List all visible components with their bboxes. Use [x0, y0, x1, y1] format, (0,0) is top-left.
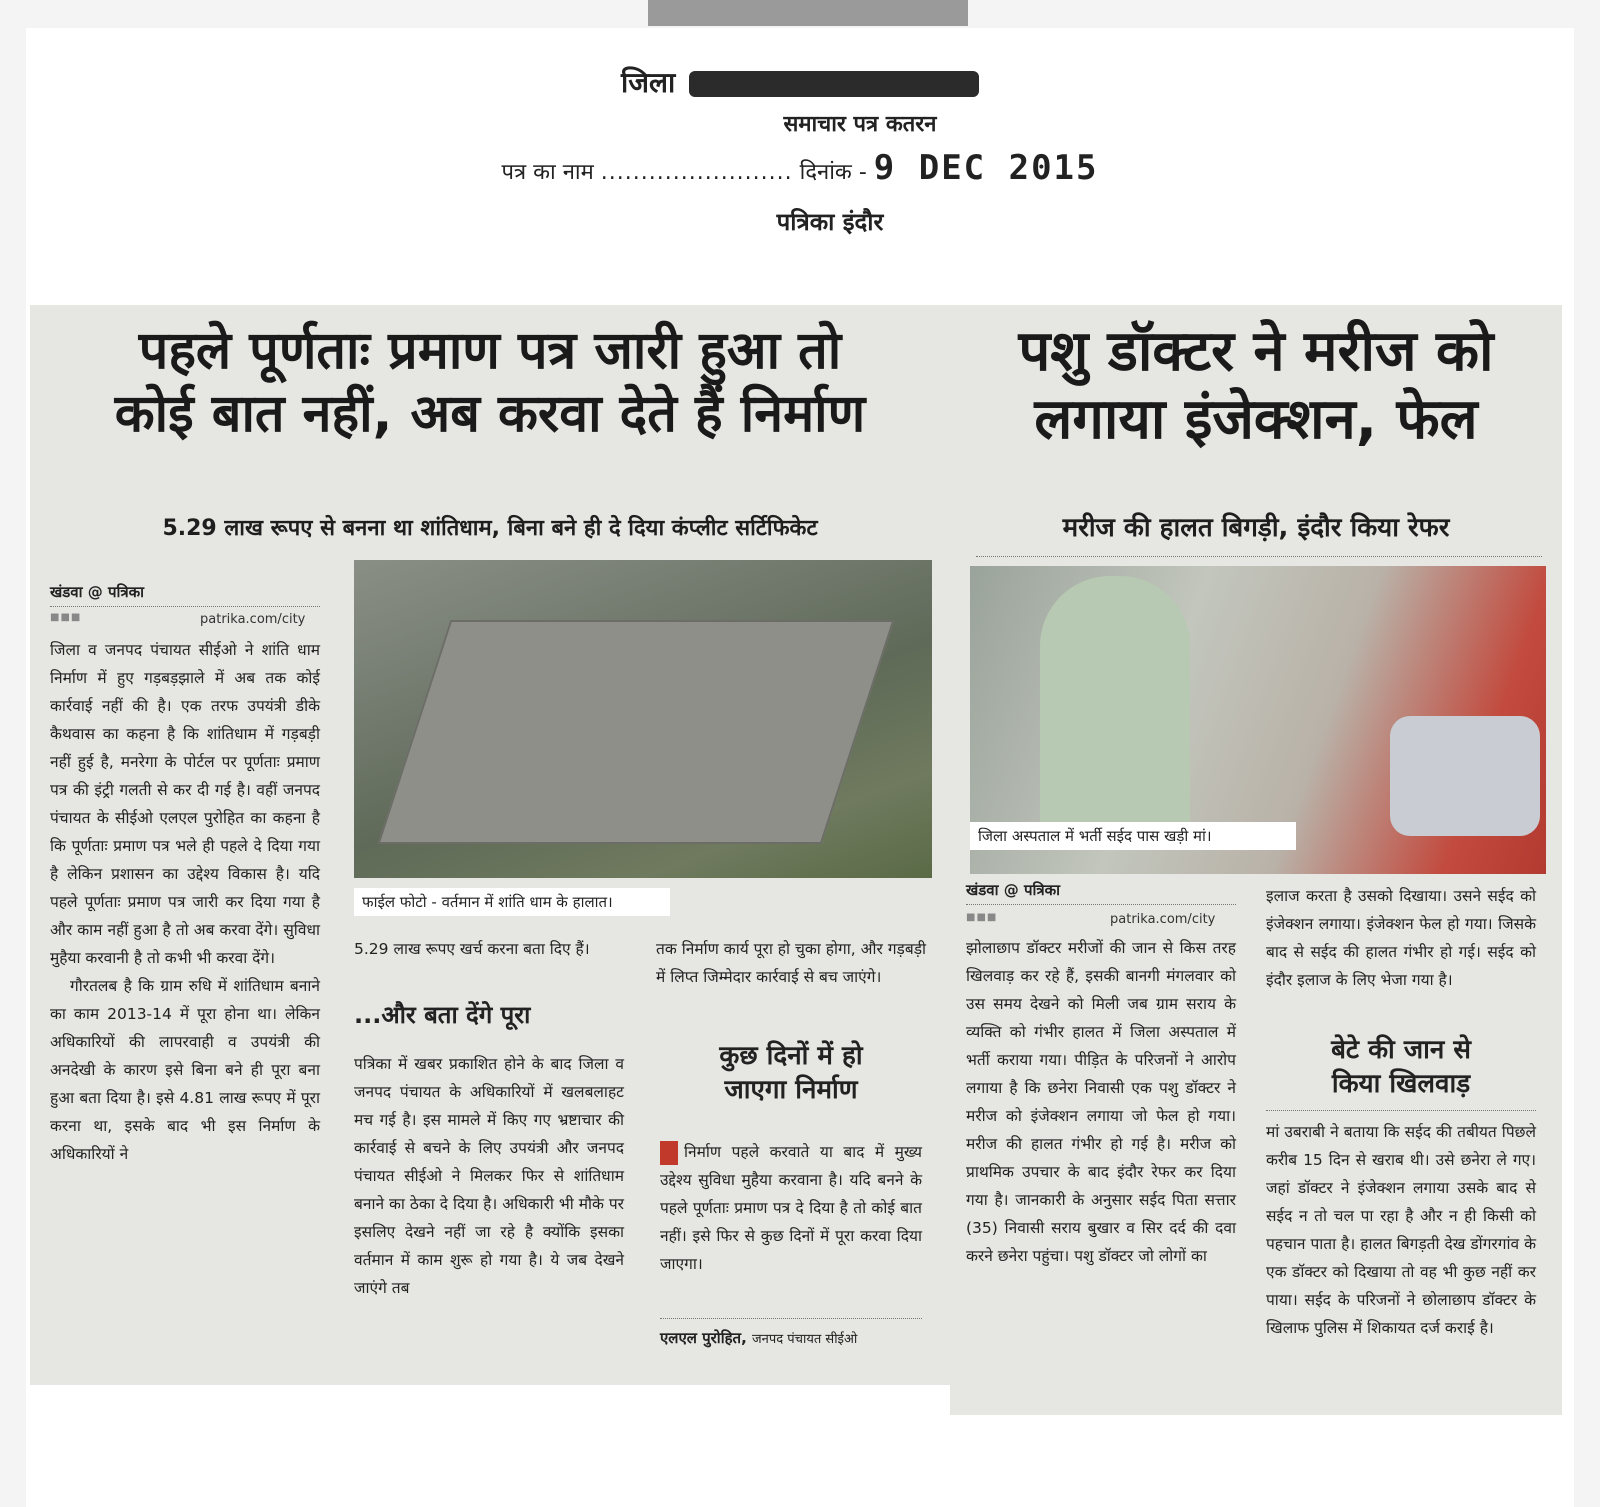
- right-website: patrika.com/city: [1110, 912, 1216, 927]
- concrete-slab: [378, 620, 895, 844]
- left-col-1-para-2: गौरतलब है कि ग्राम रुधि में शांतिधाम बनाने का काम 2013-14 में पूरा होना था। लेकिन अधिकारियों की लापरवाही व उपयंत्री की अनदेखी के कारण इसे बिना बने ही पूरा बना हुआ बता दिया है। इसे 4.81 लाख रूपए में पूरा करना था, इसके बाद भी इस निर्माण के अधिकारियों ने: [50, 977, 320, 1163]
- right-photo-caption: जिला अस्पताल में भर्ती सईद पास खड़ी मां।: [970, 822, 1296, 850]
- paper-name-blank: ........................: [600, 160, 793, 185]
- date-separator: -: [858, 160, 867, 185]
- left-col-3-subhead-line-2: जाएगा निर्माण: [724, 1074, 858, 1105]
- right-headline-line-2: लगाया इंजेक्शन, फेल: [1034, 387, 1478, 453]
- byline-rule: [50, 606, 320, 607]
- right-headline: [956, 318, 1556, 455]
- paper-title: पत्रिका इंदौर: [776, 208, 884, 236]
- right-col-2-subhead: [1266, 1034, 1536, 1102]
- date-label: दिनांक: [799, 160, 852, 185]
- left-subheadline: 5.29 लाख रूपए से बनना था शांतिधाम, बिना बने ही दे दिया कंप्लीट सर्टिफिकेट: [162, 516, 818, 541]
- quote-person: एलएल पुरोहित,: [660, 1329, 747, 1347]
- mother-figure: [1040, 576, 1190, 846]
- left-col-2-subhead: ...और बता देंगे पूरा: [354, 1001, 531, 1029]
- left-col-2-body: पत्रिका में खबर प्रकाशित होने के बाद जिला व जनपद पंचायत के अधिकारियों में खलबलाहट मच गई है। इस मामले में किए गए भ्रष्टाचार की कार्रवाई से बचने के लिए उपयंत्री और जनपद पंचायत सीईओ ने मिलकर फिर से शांतिधाम बनाने का ठेका दे दिया है। अधिकारी भी मौके पर इसलिए देखने नहीं जा रहे है क्योंकि इसका वर्तमान में काम शुरू हो गया है। ये जब देखने जाएंगे तब: [354, 1055, 624, 1297]
- quote-mark-icon: [660, 1141, 678, 1165]
- left-byline: खंडवा @ पत्रिका: [50, 583, 145, 601]
- right-col-2-subhead-line-1: बेटे की जान से: [1331, 1035, 1471, 1065]
- left-website: patrika.com/city: [200, 612, 306, 627]
- stamp-line-2: समाचार पत्र कतरन: [783, 112, 937, 137]
- left-col-3-subhead-line-1: कुछ दिनों में हो: [719, 1041, 863, 1071]
- left-col-3-subhead: [656, 1040, 926, 1108]
- redacted-stamp-text: [689, 71, 979, 97]
- left-col-1: [50, 636, 320, 1168]
- date-value: 9 DEC 2015: [873, 148, 1099, 188]
- stamp-line-3: [0, 148, 1600, 188]
- scanner-edge: [648, 0, 968, 26]
- shantidham-photo: [354, 560, 932, 878]
- right-col-1: झोलाछाप डॉक्टर मरीजों की जान से किस तरह खिलवाड़ कर रहे हैं, इसकी बानगी मंगलवार को उस समय देखने को मिली जब ग्राम सराय के व्यक्ति को गंभीर हालत में जिला अस्पताल में भर्ती कराया गया। पीड़ित के परिजनों ने आरोप लगाया है कि छनेरा निवासी एक पशु डॉक्टर ने मरीज को इंजेक्शन लगाया जो फेल हो गया। मरीज की हालत गंभीर हो गई है। मरीज को प्राथमिक उपचार के बाद इंदौर रेफर कर दिया गया है। जानकारी के अनुसार सईद पिता सत्तार (35) निवासी सराय बुखार व सिर दर्द की दवा करने छनेरा पहुंचा। पशु डॉक्टर जो लोगों का: [966, 939, 1236, 1265]
- left-col-1-para-1: जिला व जनपद पंचायत सीईओ ने शांति धाम निर्माण में हुए गड़बड़झाले में अब तक कोई कार्रवाई नहीं की है। एक तरफ उपयंत्री डीके कैथवास का कहना है कि शांतिधाम में गड़बड़ी नहीं हुई है, मनरेगा के पोर्टल पर पूर्णताः प्रमाण पत्र की इंट्री गलती से कर दी गई है। वहीं जनपद पंचायत के सीईओ एलएल पुरोहित का कहना है कि पूर्णताः प्रमाण पत्र भले ही पहले दे दिया गया है लेकिन प्रशासन का उद्देश्य विकास है। यदि पहले पूर्णताः प्रमाण पत्र जारी कर दिया गया है और काम नहीं हुआ है तो अब करवा देंगे। सुविधा मुहैया करवानी है तो कभी भी करवा देंगे।: [50, 641, 320, 967]
- right-byline: खंडवा @ पत्रिका: [966, 881, 1061, 899]
- quote-person-title: जनपद पंचायत सीईओ: [752, 1332, 858, 1347]
- right-subheadline: मरीज की हालत बिगड़ी, इंदौर किया रेफर: [1062, 513, 1450, 543]
- quote-rule: [660, 1318, 922, 1319]
- left-headline-line-1: पहले पूर्णताः प्रमाण पत्र जारी हुआ तो: [138, 321, 842, 381]
- paper-name-label: पत्र का नाम: [501, 160, 594, 185]
- right-col-2-subhead-rule: [1266, 1110, 1536, 1111]
- right-col-2-top: इलाज करता है उसको दिखाया। उसने सईद को इंजेक्शन लगाया। इंजेक्शन फेल हो गया। जिसके बाद से सईद की हालत गंभीर हो गई। सईद को इंदौर इलाज के लिए भेजा गया है।: [1266, 887, 1536, 989]
- stamp-line-1: [0, 63, 1600, 101]
- patient-figure: [1390, 716, 1540, 836]
- left-headline-line-2: कोई बात नहीं, अब करवा देते हैं निर्माण: [114, 384, 866, 445]
- right-subheadline-rule: [976, 556, 1542, 557]
- left-quote-text: निर्माण पहले करवाते या बाद में मुख्य उद्देश्य सुविधा मुहैया करवाना है। यदि बनने के पहले पूर्णताः प्रमाण पत्र दे दिया है तो कोई बात नहीं। इसे फिर से कुछ दिनों में पूरा करवा दिया जाएगा।: [660, 1143, 922, 1273]
- quote-signature: [660, 1328, 857, 1348]
- right-col-2-subhead-line-2: किया खिलवाड़: [1331, 1068, 1471, 1099]
- byline-ornament: ■■■: [50, 612, 82, 623]
- right-byline-ornament: ■■■: [966, 912, 998, 923]
- right-byline-rule: [966, 904, 1236, 905]
- left-col-2-top: 5.29 लाख रूपए खर्च करना बता दिए हैं।: [354, 940, 590, 958]
- stamp-district: जिला: [620, 66, 676, 99]
- left-col-3-top: तक निर्माण कार्य पूरा हो चुका होगा, और गड़बड़ी में लिप्त जिम्मेदार कार्रवाई से बच जाएंगे।: [656, 940, 926, 986]
- right-col-2-body: मां उबराबी ने बताया कि सईद की तबीयत पिछले करीब 15 दिन से खराब थी। उसे छनेरा ले गए। जहां डॉक्टर ने इंजेक्शन लगाया उसके बाद से सईद न तो चल पा रहा है और न ही किसी को पहचान पाता है। हालत बिगड़ती देख डोंगरगांव के एक डॉक्टर को दिखाया तो वह भी कुछ नहीं कर पाया। सईद के परिजनों ने छोलाछाप डॉक्टर के खिलाफ पुलिस में शिकायत दर्ज कराई है।: [1266, 1123, 1536, 1337]
- left-headline: [40, 320, 940, 447]
- right-headline-line-1: पशु डॉक्टर ने मरीज को: [1018, 319, 1494, 384]
- left-photo-caption: फाईल फोटो - वर्तमान में शांति धाम के हालात।: [354, 888, 670, 916]
- left-quote: [660, 1138, 922, 1278]
